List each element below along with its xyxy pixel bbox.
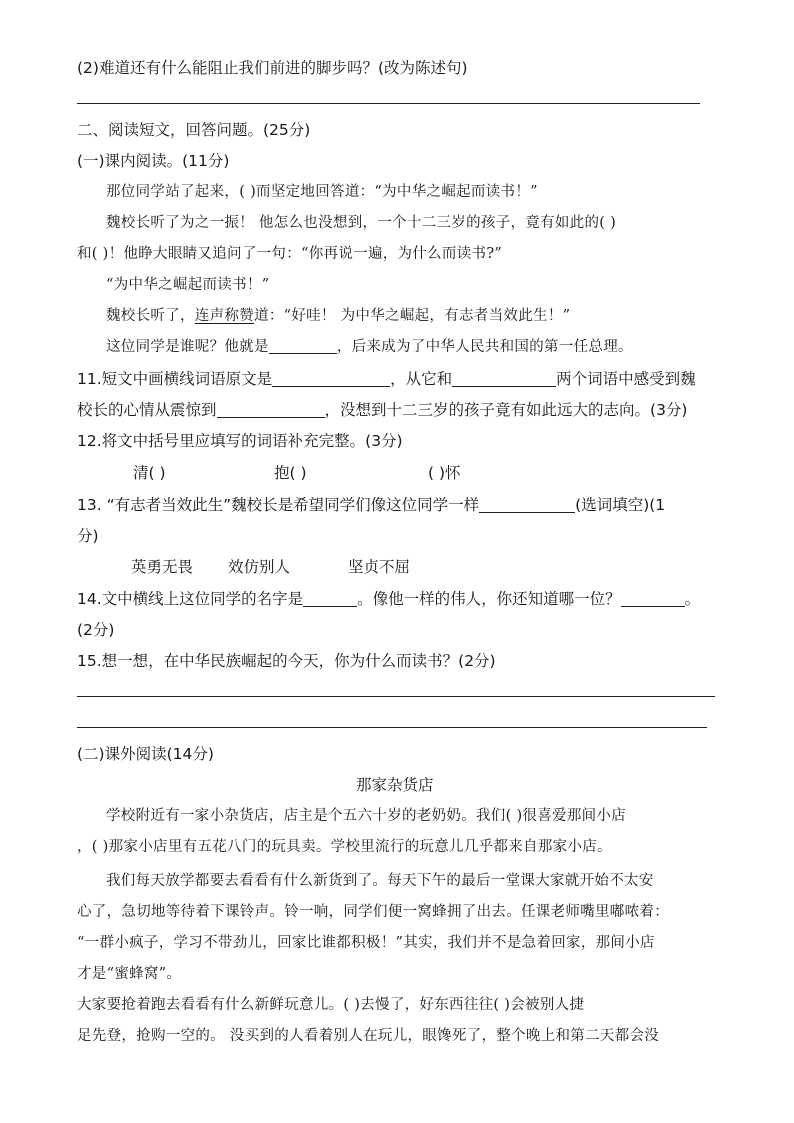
q13-option-2: 效仿别人 [228,558,291,576]
story-p1a: 学校附近有一家小杂货店，店主是个五六十岁的老奶奶。我们( )很喜爱那间小店 [106,808,627,824]
story-p2b: 心了，急切地等待着下课铃声。铃一响，同学们便一窝蜂拥了出去。任课老师嘴里嘟哝着： [77,904,669,920]
q14-blank2[interactable] [621,590,685,607]
underlined-phrase: 连声称赞 [194,308,255,324]
q13-line1 [77,495,665,515]
q14-line2: (2分) [77,621,115,639]
story-p3b: 足先登，抢购一空的。 没买到的人看着别人在玩儿，眼馋死了，整个晚上和第二天都会没 [77,1028,660,1044]
p5-pre: 这位同学是谁呢？他就是 [106,339,269,355]
q14-mid: 。像他一样的伟人，你还知道哪一位？ [357,590,621,608]
q13-option-1: 英勇无畏 [131,558,194,576]
q11b-pre: 校长的心情从震惊到 [77,401,217,419]
q13-line2: 分) [77,527,99,545]
q12-item-2[interactable]: 抱( ) [274,464,307,482]
q11-pre: 11.短文中画横线词语原文是 [77,370,273,388]
q11-line1 [77,369,696,389]
q14-pre: 14.文中横线上这位同学的名字是 [77,590,304,608]
passage1-p1: 那位同学站了起来，( )而坚定地回答道：“为中华之崛起而读书！” [106,184,538,200]
passage1-p3: “为中华之崛起而读书！” [106,277,270,293]
passage1-p2a: 魏校长听了为之一振！ 他怎么也没想到，一个十二三岁的孩子，竟有如此的( ) [106,215,617,231]
section-title: 二、阅读短文，回答问题。(25分) [77,121,311,139]
q15-answer-line1[interactable] [77,696,715,697]
q13-pre: 13. “有志者当效此生”魏校长是希望同学们像这位同学一样 [77,496,480,514]
passage1-p2b: 和( )！他睁大眼睛又追问了一句：“你再说一遍，为什么而读书?” [77,246,503,262]
p4-post: 道：“好哇！ 为中华之崛起，有志者当效此生！” [254,308,571,324]
q13-post: (选词填空)(1 [575,496,666,514]
q11-mid: ，从它和 [390,370,453,388]
q11-blank3[interactable] [217,401,325,418]
part1-title: (一)课内阅读。(11分) [77,152,230,170]
story-p2c: “一群小疯子，学习不带劲儿，回家比谁都积极！”其实，我们并不是急着回家，那间小店 [77,935,655,951]
q12-item-3[interactable]: ( )怀 [428,464,461,482]
part2-title: (二)课外阅读(14分) [77,745,214,763]
answer-line[interactable] [77,103,700,104]
story-p3a: 大家要抢着跑去看看有什么新鲜玩意儿。( )去慢了，好东西往往( )会被别人捷 [77,997,585,1013]
story-p1b: ，( )那家小店里有五花八门的玩具卖。学校里流行的玩意儿几乎都来自那家小店。 [77,839,612,855]
story-title: 那家杂货店 [356,776,434,794]
p4-pre: 魏校长听了， [106,308,195,324]
q11-post: 两个词语中感受到魏 [556,370,696,388]
story-p2a: 我们每天放学都要去看看有什么新货到了。每天下午的最后一堂课大家就开始不太安 [106,873,654,889]
name-blank[interactable] [269,337,337,354]
q15-answer-line2[interactable] [77,727,707,728]
q11-blank1[interactable] [272,370,390,387]
q13-blank[interactable] [479,496,575,513]
story-p2d: 才是“蜜蜂窝”。 [77,966,182,982]
q12-prompt: 12.将文中括号里应填写的词语补充完整。(3分) [77,432,403,450]
q14-line1 [77,589,700,609]
q13-option-3: 坚贞不屈 [348,558,411,576]
q15-prompt: 15.想一想，在中华民族崛起的今天，你为什么而读书？(2分) [77,652,496,670]
p5-post: ，后来成为了中华人民共和国的第一任总理。 [336,339,633,355]
passage1-p4 [106,306,570,326]
q14-post: 。 [684,590,701,608]
q11-blank2[interactable] [452,370,556,387]
passage1-p5 [106,337,633,357]
q11b-post: ，没想到十二三岁的孩子竟有如此远大的志向。(3分) [324,401,688,419]
rewrite-question: (2)难道还有什么能阻止我们前进的脚步吗？(改为陈述句) [77,59,468,77]
q12-item-1[interactable]: 清( ) [133,464,166,482]
q11-line2 [77,400,687,420]
q14-blank1[interactable] [303,590,357,607]
